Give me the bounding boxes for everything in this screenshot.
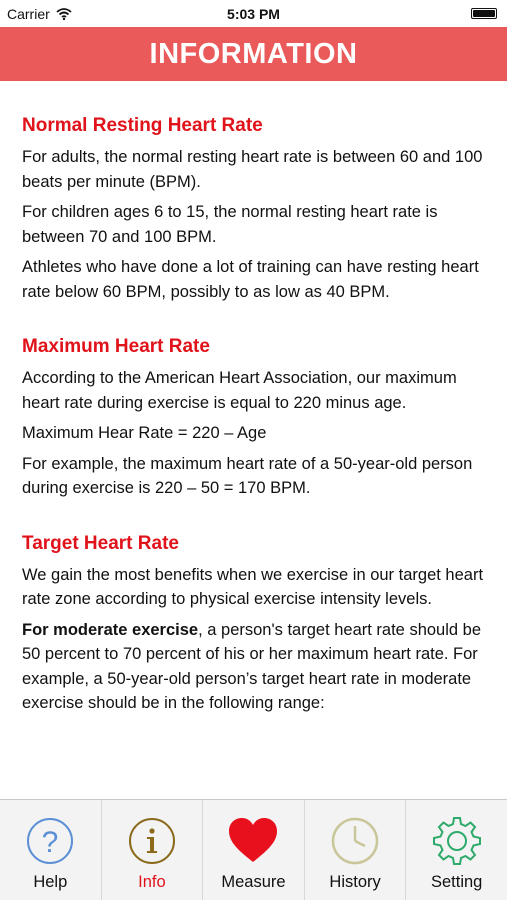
tab-help[interactable] <box>0 800 102 900</box>
status-time: 5:03 PM <box>227 6 280 22</box>
bold-lead: For moderate exercise <box>22 620 199 639</box>
heart-icon <box>226 814 280 868</box>
section-resting-heart-rate <box>22 113 485 304</box>
carrier-label: Carrier <box>7 6 50 22</box>
tab-history[interactable] <box>305 800 407 900</box>
status-bar <box>0 0 507 27</box>
tab-setting[interactable] <box>406 800 507 900</box>
paragraph-rest: , a person's target heart rate should be 50 percent to 70 percent of his or her maximum heart rate. For example, a 50-year-old person’s target heart rate in moderate exercise should be in the following range: <box>22 620 482 712</box>
page-title: INFORMATION <box>149 37 358 70</box>
tab-bar <box>0 799 507 900</box>
info-content[interactable] <box>0 81 507 799</box>
tab-info[interactable] <box>102 800 204 900</box>
paragraph: For example, the maximum heart rate of a 50-year-old person during exercise is 220 – 50 = 170 BPM. <box>22 454 473 497</box>
question-circle-icon <box>23 814 77 868</box>
tab-measure[interactable] <box>203 800 305 900</box>
info-circle-icon <box>125 814 179 868</box>
paragraph: Athletes who have done a lot of training can have resting heart rate below 60 BPM, possibly to as low as 40 BPM. <box>22 258 479 301</box>
section-title: Target Heart Rate <box>22 532 179 554</box>
paragraph-moderate-exercise <box>22 618 485 716</box>
section-maximum-heart-rate <box>22 334 485 501</box>
formula: Maximum Hear Rate = 220 – Age <box>22 424 267 442</box>
tab-label: Setting <box>430 873 483 891</box>
tab-label: Measure <box>221 873 286 891</box>
paragraph: We gain the most benefits when we exercise in our target heart rate zone according to physical exercise intensity levels. <box>22 565 484 608</box>
tab-label: Help <box>33 873 68 891</box>
paragraph: For adults, the normal resting heart rate is between 60 and 100 beats per minute (BPM). <box>22 148 483 191</box>
tab-label: Info <box>138 873 166 891</box>
svg-text:?: ? <box>41 826 59 859</box>
gear-icon <box>430 814 484 868</box>
section-target-heart-rate <box>22 531 485 716</box>
tab-label: History <box>329 873 381 891</box>
section-title: Maximum Heart Rate <box>22 336 210 357</box>
section-title: Normal Resting Heart Rate <box>22 115 263 136</box>
nav-header <box>0 27 507 81</box>
paragraph: According to the American Heart Association, our maximum heart rate during exercise is equal to 220 minus age. <box>22 369 457 412</box>
battery-icon <box>471 8 497 19</box>
paragraph: For children ages 6 to 15, the normal resting heart rate is between 70 and 100 BPM. <box>22 203 438 246</box>
clock-icon <box>328 814 382 868</box>
